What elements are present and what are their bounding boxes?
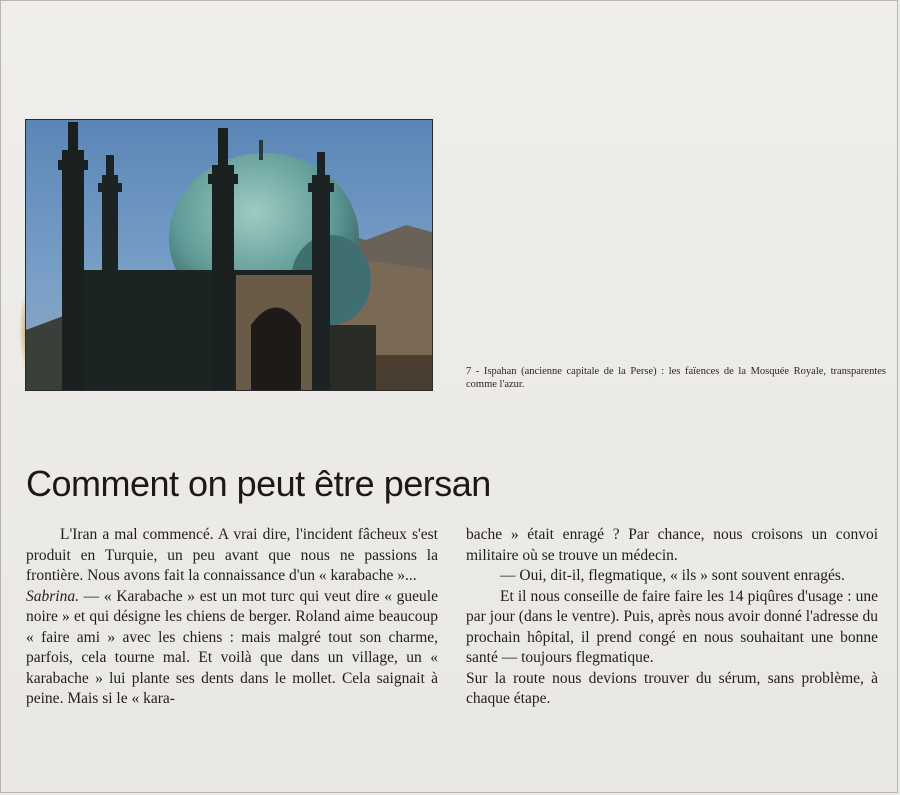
paragraph [26,587,438,710]
paragraph: Sur la route nous devions trouver du sérum, sans problème, à chaque étape. [466,669,878,707]
article-column-left [26,525,438,710]
paragraph: Et il nous conseille de faire faire les 14 piqûres d'usage : une par jour (dans le ventre). Puis, après nous avoir donné l'adresse du prochain hôpital, il prend congé en nous souhaitant une bonne santé — toujours flegmatique. [466,587,878,666]
paragraph: — Oui, dit-il, flegmatique, « ils » sont souvent enragés. [500,567,845,584]
paragraph-text: — « Karabache » est un mot turc qui veut dire « gueule noire » et qui désigne les chiens de berger. Roland aime beaucoup « faire ami » avec les chiens : mais malgré tout son charme, parfois, cela tourne mal. Et voilà que dans un village, un « karabache » lui plante ses dents dans le mollet. Cela saignait à peine. Mais si le « kara- [26,587,438,707]
mosque-photo [25,119,433,391]
mosque-illustration [26,120,432,390]
paragraph: bache » était enragé ? Par chance, nous croisons un convoi militaire où se trouve un médecin. [466,526,878,564]
speaker-name: Sabrina. [26,587,79,605]
article-column-right [466,525,878,710]
paragraph: L'Iran a mal commencé. A vrai dire, l'incident fâcheux s'est produit en Turquie, un peu avant que nous ne passions la frontière. Nous avons fait la connaissance d'un « karabache »... [26,526,438,584]
photo-caption: 7 - Ispahan (ancienne capitale de la Perse) : les faïences de la Mosquée Royale, transparentes comme l'azur. [466,366,886,390]
article-title: Comment on peut être persan [26,463,491,504]
